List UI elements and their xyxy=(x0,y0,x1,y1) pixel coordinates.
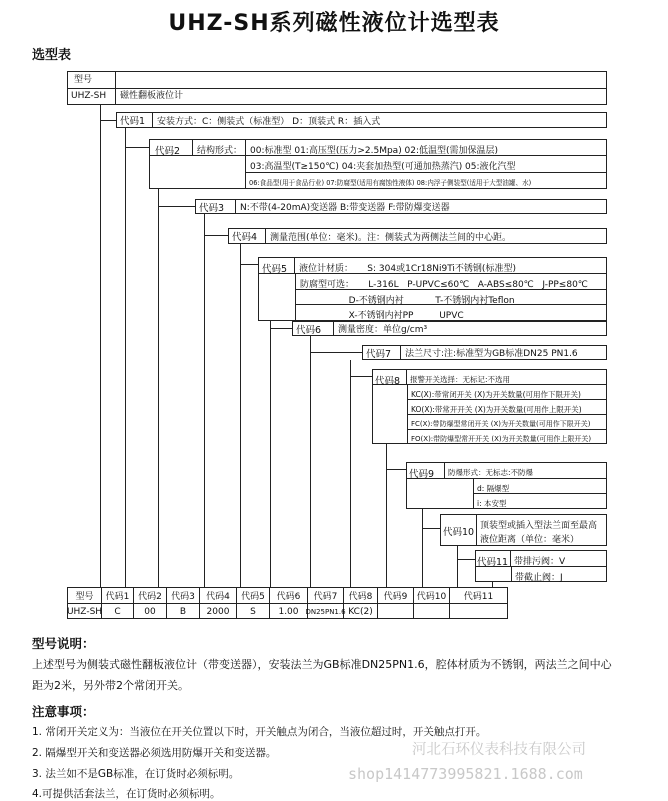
code4-label: 代码4 xyxy=(229,229,266,243)
summary-header-cell: 代码6 xyxy=(270,588,308,603)
connector-line-model xyxy=(100,105,101,587)
code2-row-2: 03:高温型(T≥150℃) 04:夹套加热型(可通加热蒸汽) 05:液化汽型 xyxy=(245,156,606,173)
notes-title: 注意事项： xyxy=(32,704,95,719)
code10-label: 代码10 xyxy=(441,515,477,545)
code11-row-1: 带排污阀：V xyxy=(511,551,606,567)
summary-header-cell: 代码10 xyxy=(414,588,450,603)
note-line-3: 3. 法兰如不是GB标准，在订货时必须标明。 xyxy=(32,768,240,780)
connector-h-2 xyxy=(125,147,149,148)
summary-value-cell xyxy=(414,604,450,619)
code7-box xyxy=(362,345,607,360)
code6-label: 代码6 xyxy=(293,322,334,335)
connector-line-4 xyxy=(240,244,241,587)
code2-label: 代码2 xyxy=(150,140,193,156)
code5-row-2: 防腐型可选： L-316L P-UPVC≤60℃ A-ABS≤80℃ J-PP≤80℃ xyxy=(295,274,606,290)
summary-header-cell: 代码5 xyxy=(237,588,270,603)
code4-desc: 测量范围(单位：毫米)。注：侧装式为两侧法兰间的中心距。 xyxy=(270,232,512,243)
code8-box xyxy=(372,369,607,444)
summary-value-cell: C xyxy=(102,604,134,619)
code9-label: 代码9 xyxy=(407,463,445,479)
summary-value-cell: B xyxy=(167,604,200,619)
code8-row-1: 报警开关选择：无标记:不选用 xyxy=(407,370,606,385)
code9-row-3: i: 本安型 xyxy=(473,494,606,508)
connector-h-5 xyxy=(240,264,258,265)
explain-line-2: 距为2米，另外带2个常闭开关。 xyxy=(32,679,189,692)
connector-line-6 xyxy=(310,336,311,587)
connector-h-1 xyxy=(100,120,116,121)
model-desc: 磁性翻板液位计 xyxy=(120,91,184,101)
connector-line-7 xyxy=(350,360,351,587)
code5-box xyxy=(258,257,607,321)
summary-value-cell: KC(2) xyxy=(344,604,378,619)
code10-row-2: 液位距离（单位：毫米） xyxy=(480,535,580,545)
summary-header-cell: 代码8 xyxy=(344,588,378,603)
code7-desc: 法兰尺寸:注:标准型为GB标准DN25 PN1.6 xyxy=(405,349,578,359)
code2-row-3: 06:食品型(用于食品行业) 07:防腐型(适用有腐蚀性液体) 08:内浮子侧装型(适用于大型油罐、水) xyxy=(245,173,606,188)
code6-box xyxy=(292,321,607,336)
code8-row-2: KC(X):带常闭开关 (X)为开关数量(可用作下限开关) xyxy=(407,385,606,400)
explain-title: 型号说明： xyxy=(32,636,95,651)
summary-value-cell: 00 xyxy=(134,604,167,619)
connector-line-2 xyxy=(158,155,159,587)
code1-box xyxy=(116,112,607,128)
code4-box xyxy=(228,228,607,244)
summary-value-cell: UHZ-SH xyxy=(68,604,102,619)
summary-header-cell: 代码4 xyxy=(200,588,237,603)
code8-row-4: FC(X):带防爆型常闭开关 (X)为开关数量(可用作下限开关) xyxy=(407,415,606,430)
summary-header-row xyxy=(68,588,507,604)
code10-row-1: 顶装型或插入型法兰面至最高 xyxy=(480,521,598,531)
summary-header-cell: 代码11 xyxy=(463,592,494,602)
summary-table xyxy=(67,587,508,619)
summary-value-cell: 1.00 xyxy=(270,604,308,619)
summary-header-cell: 型号 xyxy=(68,588,102,603)
summary-value-cell: S xyxy=(237,604,270,619)
summary-value-cell: 2000 xyxy=(200,604,237,619)
connector-h-9 xyxy=(386,469,406,470)
code11-row-2: 带截止阀：J xyxy=(511,567,606,581)
code11-box xyxy=(475,550,607,582)
code8-row-5: FO(X):带防爆型常开开关 (X)为开关数量(可用作上限开关) xyxy=(407,430,606,443)
code1-desc: 安装方式：C：侧装式（标准型） D：顶装式 R：插入式 xyxy=(157,116,381,127)
connector-h-4 xyxy=(204,235,228,236)
model-header-box xyxy=(67,71,607,105)
model-label: 型号 xyxy=(68,72,116,89)
note-line-4: 4.可提供活套法兰，在订货时必须标明。 xyxy=(32,788,221,800)
code9-box xyxy=(406,462,607,509)
note-line-2: 2. 隔爆型开关和变送器必须选用防爆开关和变送器。 xyxy=(32,747,277,759)
code5-row-3: D-不锈钢内衬 T-不锈钢内衬Teflon xyxy=(295,290,606,305)
code2-box xyxy=(149,139,607,189)
explain-line-1: 上述型号为侧装式磁性翻板液位计（带变送器），安装法兰为GB标准DN25PN1.6，腔体材质为不锈钢，两法兰之间中心 xyxy=(32,658,612,671)
watermark-shop: shop1414773995821.1688.com xyxy=(348,765,583,783)
code9-row-2: d: 隔爆型 xyxy=(473,479,606,494)
code11-label: 代码11 xyxy=(476,551,511,567)
code1-label: 代码1 xyxy=(117,113,153,127)
connector-h-10 xyxy=(422,528,440,529)
model-value: UHZ-SH xyxy=(68,89,116,105)
watermark-company: 河北石环仪表科技有限公司 xyxy=(412,742,586,758)
summary-value-row xyxy=(68,604,507,619)
code3-box xyxy=(195,199,607,214)
summary-header-cell: 代码1 xyxy=(102,588,134,603)
summary-header-cell: 代码3 xyxy=(167,588,200,603)
page-title: UHZ-SH系列磁性液位计选型表 xyxy=(168,11,500,36)
code2-row-1: 00:标准型 01:高压型(压力>2.5Mpa) 02:低温型(需加保温层) xyxy=(245,140,606,156)
connector-h-8 xyxy=(350,376,372,377)
code8-label: 代码8 xyxy=(373,370,407,385)
code8-row-3: KO(X):带常开开关 (X)为开关数量(可用作上限开关) xyxy=(407,400,606,415)
code7-label: 代码7 xyxy=(363,346,401,359)
code10-box xyxy=(440,514,607,546)
code2-struct-label: 结构形式： xyxy=(193,140,245,156)
code3-desc: N:不带(4-20mA)变送器 B:带变送器 F:带防爆变送器 xyxy=(240,203,450,213)
connector-h-7 xyxy=(310,352,362,353)
summary-header-cell: 代码7 xyxy=(308,588,344,603)
summary-value-cell xyxy=(450,604,507,619)
connector-line-1 xyxy=(125,128,126,587)
note-line-1: 1. 常闭开关定义为：当液位在开关位置以下时，开关触点为闭合，当液位超过时，开关触点打开。 xyxy=(32,726,487,738)
code6-desc: 测量密度：单位g/cm³ xyxy=(338,325,428,335)
connector-h-3 xyxy=(158,206,195,207)
code3-label: 代码3 xyxy=(196,200,236,213)
connector-line-3 xyxy=(204,214,205,587)
code5-row-1: 液位计材质： S: 304或1Cr18Ni9Ti不锈钢(标准型) xyxy=(295,258,606,274)
code5-row-4: X-不锈钢内衬PP UPVC xyxy=(295,305,606,320)
summary-header-cell: 代码9 xyxy=(378,588,414,603)
code5-label: 代码5 xyxy=(259,258,295,274)
code9-row-1: 防爆形式：无标志:不防爆 xyxy=(445,463,606,479)
summary-value-cell: DN25PN1.6 xyxy=(308,604,344,619)
connector-h-11 xyxy=(457,559,475,560)
selection-label: 选型表 xyxy=(32,48,72,63)
summary-header-cell: 代码2 xyxy=(134,588,167,603)
model-label-blank xyxy=(116,72,606,89)
connector-h-6 xyxy=(270,328,292,329)
summary-value-cell xyxy=(378,604,414,619)
